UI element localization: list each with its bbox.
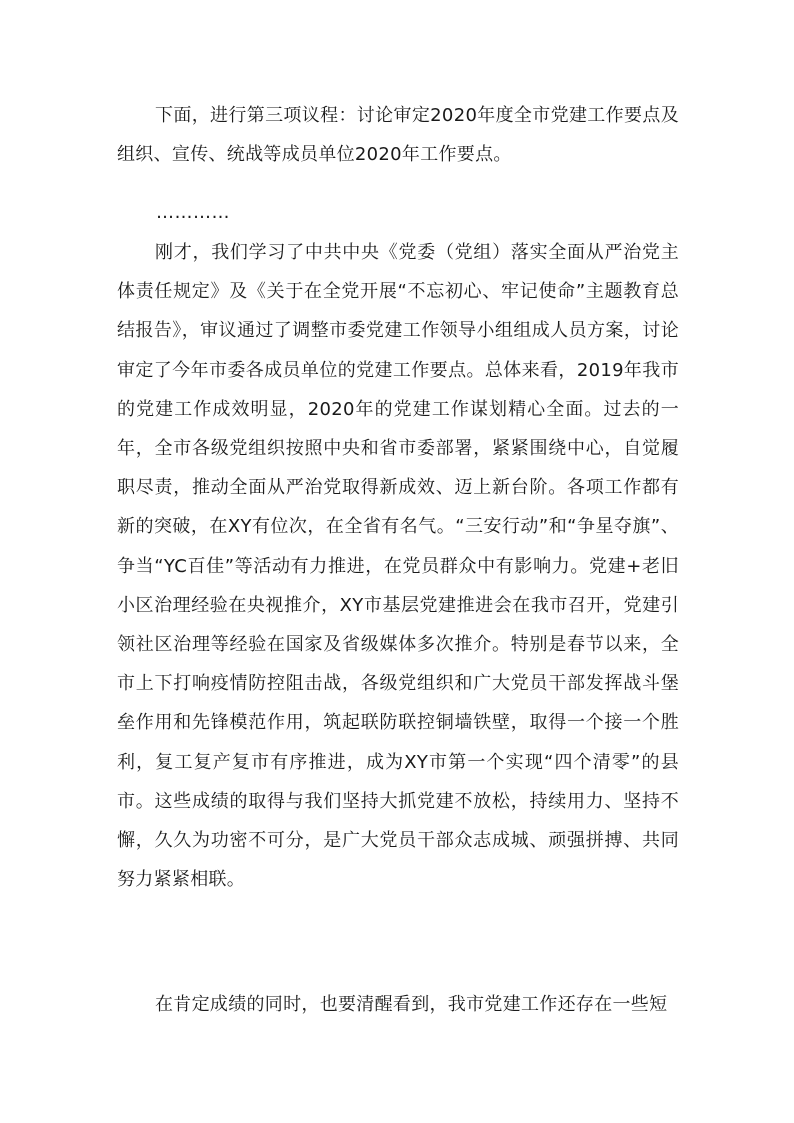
paragraph-shortcomings: [117, 985, 679, 1024]
paragraph-summary: [117, 233, 679, 899]
paragraph-agenda: [117, 96, 679, 174]
paragraph-text: 下面，进行第三项议程：讨论审定2020年度全市党建工作要点及组织、宣传、统战等成员单位2020年工作要点。: [117, 105, 679, 166]
paragraph-text: 刚才，我们学习了中共中央《党委（党组）落实全面从严治党主体责任规定》及《关于在全党开展“不忘初心、牢记使命”主题教育总结报告》，审议通过了调整市委党建工作领导小组组成人员方案，讨论审定了今年市委各成员单位的党建工作要点。总体来看，2019年我市的党建工作成效明显，2020年的党建工作谋划精心全面。过去的一年，全市各级党组织按照中央和省市委部署，紧紧围绕中心，自觉履职尽责，推动全面从严治党取得新成效、迈上新台阶。各项工作都有新的突破，在XY有位次，在全省有名气。“三安行动”和“争星夺旗”、争当“YC百佳”等活动有力推进，在党员群众中有影响力。党建+老旧小区治理经验在央视推介，XY市基层党建推进会在我市召开，党建引领社区治理等经验在国家及省级媒体多次推介。特别是春节以来，全市上下打响疫情防控阻击战，各级党组织和广大党员干部发挥战斗堡垒作用和先锋模范作用，筑起联防联控铜墙铁壁，取得一个接一个胜利，复工复产复市有序推进，成为XY市第一个实现“四个清零”的县市。这些成绩的取得与我们坚持大抓党建不放松，持续用力、坚持不懈，久久为功密不可分，是广大党员干部众志成城、顽强拼搏、共同努力紧紧相联。: [117, 242, 679, 891]
ellipsis: …………: [156, 202, 230, 223]
paragraph-text: 在肯定成绩的同时，也要清醒看到，我市党建工作还存在一些短: [155, 994, 668, 1015]
